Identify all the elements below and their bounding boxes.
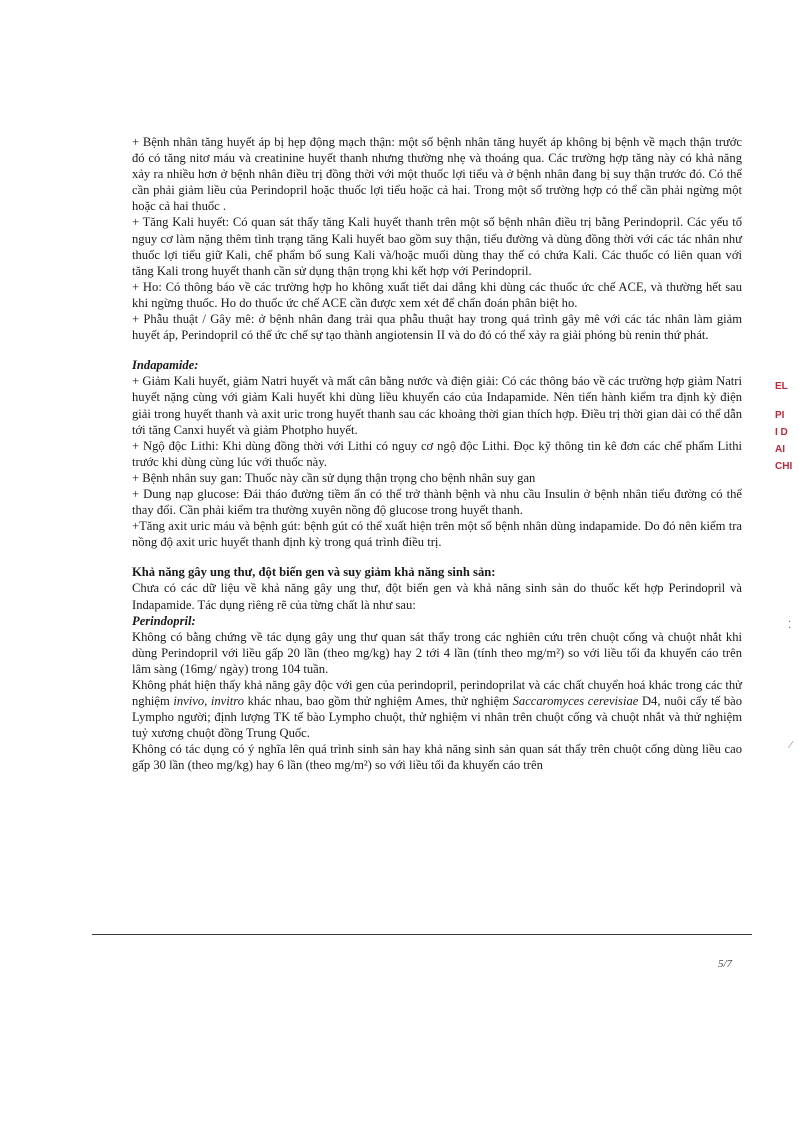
para-hyperkalemia: + Tăng Kali huyết: Có quan sát thấy tăng Kali huyết thanh trên một số bệnh nhân điều trị bằng Perindopril. Các yếu tố nguy cơ làm nặng thêm tình trạng tăng Kali huyết bao gồm suy thận, tiểu đường và dùng đồng thời với các tác nhân như thuốc lợi tiểu giữ Kali, chế phẩm bổ sung Kali và/hoặc muối dùng thay thế có chứa Kali. Các thuốc có liên quan với tăng Kali trong huyết thanh cần sử dụng thận trọng khi kết hợp với Perindopril. xyxy=(132,215,742,278)
document-body xyxy=(132,134,742,774)
para-hypokalemia: + Giảm Kali huyết, giảm Natri huyết và mất cân bằng nước và điện giải: Có các thông báo về các trường hợp giảm Natri huyết nặng cùng với giảm Kali huyết khi dùng liều khuyến cáo của Indapamide. Nên tiến hành kiểm tra định kỳ điện giải trong huyết thanh và axit uric trong huyết thanh sau các khoảng thời gian thích hợp. Điều trị thời gian dài có thể dẫn tới tăng Canxi huyết và giảm Photpho huyết. xyxy=(132,374,742,437)
para-surgery: + Phẫu thuật / Gây mê: ở bệnh nhân đang trải qua phẫu thuật hay trong quá trình gây mê với các tác nhân làm giảm huyết áp, Perindopril có thể ức chế sự tạo thành angiotensin II và do đó có thể xảy ra giải phóng bù renin thứ phát. xyxy=(132,312,742,343)
stamp-mark-2: ⁄ xyxy=(790,740,792,751)
para-renal-stenosis: + Bệnh nhân tăng huyết áp bị hẹp động mạch thận: một số bệnh nhân tăng huyết áp không bị bệnh về mạch thận trước đó có tăng nitơ máu và creatinine huyết thanh nhưng thường nhẹ và thoáng qua. Các trường hợp tăng này có khả năng xảy ra nhiều hơn ở bệnh nhân điều trị đồng thời với một thuốc lợi tiểu và ở bệnh nhân đang bị suy thận trước đó. Có thể cần phải giảm liều của Perindopril hoặc thuốc lợi tiểu hoặc cả hai. Trong một số trường hợp có thể cần phải ngừng một hoặc cả hai thuốc . xyxy=(132,135,742,214)
para-fertility: Không có tác dụng có ý nghĩa lên quá trình sinh sản hay khả năng sinh sản quan sát thấy trên chuột cống dùng liều cao gấp 30 lần (theo mg/kg) hay 6 lần (theo mg/m²) so với liều tối đa khuyến cáo trên xyxy=(132,742,742,773)
page-number: 5/7 xyxy=(718,958,733,970)
para-hepatic: + Bệnh nhân suy gan: Thuốc này cần sử dụng thận trọng cho bệnh nhân suy gan xyxy=(132,470,536,485)
stamp-mark-1: ⁚ xyxy=(788,620,792,631)
para-carcinogenicity: Không có bằng chứng về tác dụng gây ung thư quan sát thấy trong các nghiên cứu trên chuột cống và chuột nhắt khi dùng Perindopril với liều gấp 20 lần (theo mg/kg) hay 2 tới 4 lần (tính theo mg/m²) so với liều tối đa khuyến cáo trên lâm sàng (16mg/ ngày) trong 104 tuần. xyxy=(132,629,742,676)
heading-carcinogenesis: Khả năng gây ung thư, đột biến gen và suy giảm khả năng sinh sản: xyxy=(132,565,496,580)
red-stamp-fragment xyxy=(775,378,799,475)
stamp-text-1: EL xyxy=(775,381,788,392)
stamp-text-5: CHI xyxy=(775,461,793,472)
para-gout: +Tăng axit uric máu và bệnh gút: bệnh gút có thể xuất hiện trên một số bệnh nhân dùng indapamide. Do đó nên kiểm tra nồng độ axit uric huyết thanh định kỳ trong quá trình điều trị. xyxy=(132,519,742,550)
subheading-perindopril: Perindopril: xyxy=(132,613,196,628)
heading-indapamide: Indapamide: xyxy=(132,358,199,373)
para-lithium: + Ngộ độc Lithi: Khi dùng đồng thời với Lithi có nguy cơ ngộ độc Lithi. Đọc kỹ thông tin kê đơn các chế phẩm Lithi trước khi dùng cùng lúc với thuốc này. xyxy=(132,438,742,469)
stamp-text-2: PI xyxy=(775,410,785,421)
para-no-data: Chưa có các dữ liệu về khả năng gây ung thư, đột biến gen và khả năng sinh sản do thuốc kết hợp Perindopril và Indapamide. Tác dụng riêng rẽ của từng chất là như sau: xyxy=(132,581,742,612)
stamp-text-3: I D xyxy=(775,427,788,438)
para-glucose: + Dung nạp glucose: Đái tháo đường tiềm ẩn có thể trở thành bệnh và nhu cầu Insulin ở bệnh nhân tiểu đường có thể thay đổi. Cần phải kiểm tra thường xuyên nồng độ glucose trong huyết thanh. xyxy=(132,486,742,518)
para-cough: + Ho: Có thông báo về các trường hợp ho không xuất tiết dai dẳng khi dùng các thuốc ức chế ACE, và thường hết sau khi ngừng thuốc. Ho do thuốc ức chế ACE cần được xem xét để chẩn đoán phân biệt ho. xyxy=(132,279,742,310)
para-genotoxicity: Không phát hiện thấy khả năng gây độc với gen của perindopril, perindoprilat và các chất chuyển hoá khác trong các thử nghiệm invivo, invitro khác nhau, bao gồm thử nghiệm Ames, thử nghiệm Saccaromyces cerevisiae D4, nuôi cấy tế bào Lympho người; định lượng TK tế bào Lympho chuột, thử nghiệm vi nhân trên chuột cống và chuột nhắt và thử nghiệm tuỷ xương chuột đồng Trung Quốc. xyxy=(132,678,743,741)
stamp-text-4: AI xyxy=(775,444,785,455)
footer-divider xyxy=(92,934,752,935)
